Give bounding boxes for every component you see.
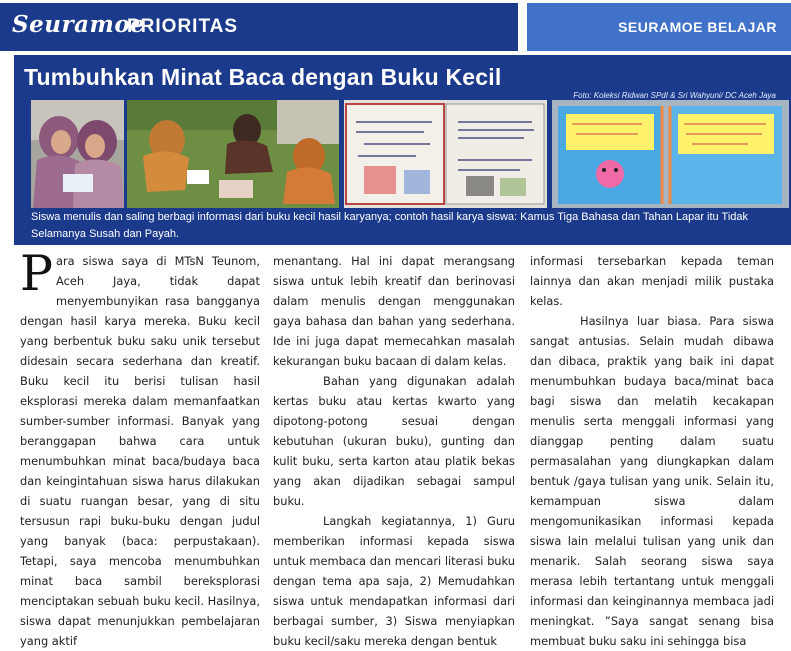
photo-caption: Siswa menulis dan saling berbagi informasi dari buku kecil hasil karyanya; contoh hasil karya siswa: Kamus Tiga Bahasa dan Tahan Lapar itu Tidak Selamanya Susah dan Payah. <box>31 211 749 240</box>
photo-students-reading <box>31 100 124 208</box>
photo-student-book-tahan-lapar <box>552 100 789 208</box>
section-banner <box>0 3 518 51</box>
article-column-3 <box>530 251 774 651</box>
brand-script: Seuramoe <box>12 11 146 38</box>
paragraph-text: ara siswa saya di MTsN Teunom, Aceh Jaya, tidak dapat menyembunyikan rasa bangganya dengan hasil karya mereka. Buku kecil yang berbentuk buku saku unik tersebut didesain secara sederhana dan kreatif. Buku kecil itu berisi tulisan hasil eksplorasi mereka dalam memanfaatkan sumber-sumber informasi. Banyak yang beranggapan bahwa cara untuk menumbuhkan minat baca/budaya baca dan keingintahuan siswa harus dilakukan di suatu ruangan besar, yang di situ tersusun rapi buku-buku dengan judul yang banyak (baca: perpustakaan). Tetapi, saya mencoba menumbuhkan minat baca sambil bereksplorasi menciptakan sebuah buku kecil. Hasilnya, siswa dapat menunjukkan pembelajaran yang aktif <box>20 254 260 648</box>
paragraph <box>20 245 260 651</box>
paragraph: Bahan yang digunakan adalah kertas buku atau kertas kwarto yang dipotong-potong sesuai dengan kebutuhan (ukuran buku), gunting dan kulit buku, serta karton atau platik bekas yang akan dijadikan sebagai sampul buku. <box>273 374 515 508</box>
category-label: SEURAMOE BELAJAR <box>618 19 777 35</box>
article-title: Tumbuhkan Minat Baca dengan Buku Kecil <box>24 64 502 90</box>
masthead <box>0 0 791 55</box>
paragraph: Hasilnya luar biasa. Para siswa sangat antusias. Selain mudah dibawa dan dibaca, praktik yang baik ini dapat menumbuhkan budaya baca/minat baca bagi siswa dan melatih kecakapan menulis serta menggali informasi yang dianggap penting dalam suatu permasalahan yang diungkapkan dalam bentuk /gaya tulisan yang unik. Selain itu, kemampuan siswa dalam mengomunikasikan informasi kepada siswa lain melalui tulisan yang unik dan menarik. Salah seorang siswa saya merasa lebih tertantang untuk menggali informasi dan keinginannya membaca jadi meningkat. ”Saya sangat senang bisa membuat buku saku ini sehingga bisa <box>530 314 774 648</box>
article-column-2 <box>273 251 515 651</box>
drop-cap: P <box>20 245 53 302</box>
section-name: PRIORITAS <box>127 16 239 37</box>
photo-students-writing <box>127 100 339 208</box>
hero-panel <box>14 55 791 245</box>
photo-credit: Foto: Koleksi Ridwan SPdI & Sri Wahyuni/ DC Aceh Jaya <box>573 91 776 100</box>
paragraph: Langkah kegiatannya, 1) Guru memberikan informasi kepada siswa untuk membaca dan mencari literasi buku dengan tema apa saja, 2) Memudahkan siswa untuk mendapatkan informasi dari berbagai sumber, 3) Siswa menyiapkan buku kecil/saku mereka dengan bentuk <box>273 514 515 648</box>
photo-student-book-kamus <box>344 100 547 208</box>
paragraph: informasi tersebarkan kepada teman lainnya dan akan menjadi milik pustaka kelas. <box>530 254 774 308</box>
category-banner <box>527 3 791 51</box>
photo-strip <box>31 100 791 208</box>
paragraph: menantang. Hal ini dapat merangsang siswa untuk lebih kreatif dan berinovasi dalam menulis dengan menggunakan gaya bahasa dan bahan yang sederhana. Ide ini juga dapat memecahkan masalah kekurangan buku bacaan di dalam kelas. <box>273 254 515 368</box>
article-column-1 <box>20 245 260 651</box>
